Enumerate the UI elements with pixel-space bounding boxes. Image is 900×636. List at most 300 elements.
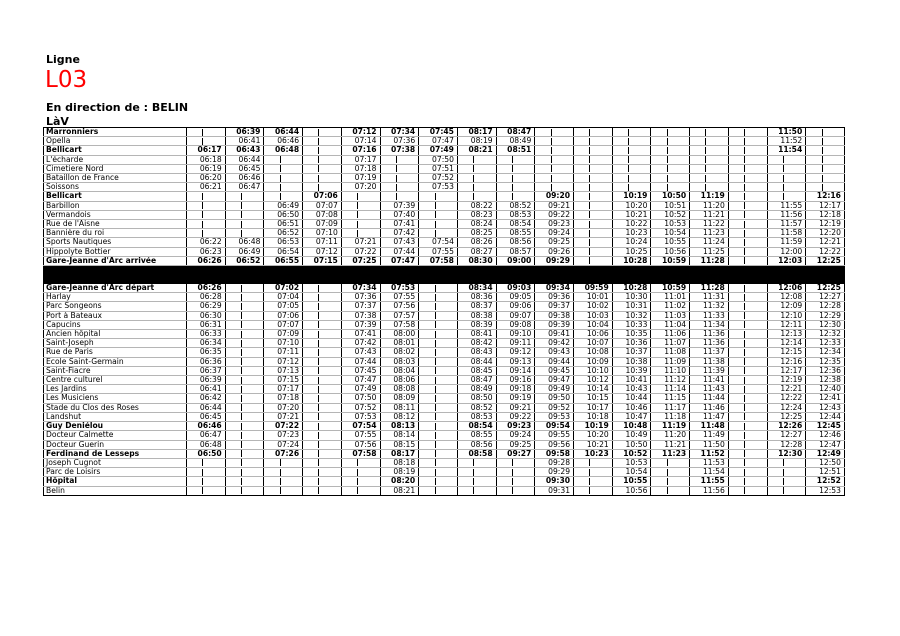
departure-time: 09:13: [496, 357, 535, 366]
departure-time: 11:08: [651, 348, 690, 357]
departure-time: 11:50: [690, 440, 729, 449]
departure-time: 07:55: [341, 431, 380, 440]
departure-time: 10:23: [612, 229, 651, 238]
no-stop-marker: [744, 367, 745, 374]
departure-time: [419, 440, 458, 449]
no-stop-marker: [435, 413, 436, 420]
departure-time: 12:27: [806, 293, 845, 302]
no-stop-marker: [744, 138, 745, 145]
no-stop-marker: [744, 450, 745, 457]
no-stop-marker: [705, 129, 706, 136]
departure-time: 07:20: [264, 403, 303, 412]
departure-time: [496, 468, 535, 477]
timetable-row: [44, 229, 845, 238]
timetable-row: [44, 238, 845, 247]
departure-time: 10:23: [574, 449, 613, 458]
departure-time: 09:36: [535, 293, 574, 302]
no-stop-marker: [241, 459, 242, 466]
timetable-row: [44, 137, 845, 146]
no-stop-marker: [318, 478, 319, 485]
departure-time: [806, 183, 845, 192]
no-stop-marker: [202, 193, 203, 200]
departure-time: 09:30: [535, 477, 574, 486]
no-stop-marker: [241, 478, 242, 485]
departure-time: 06:52: [264, 229, 303, 238]
no-stop-marker: [280, 487, 281, 494]
departure-time: [728, 357, 767, 366]
no-stop-marker: [241, 221, 242, 228]
departure-time: 12:15: [767, 348, 806, 357]
timetable-row: [44, 210, 845, 219]
departure-time: [303, 164, 342, 173]
no-stop-marker: [628, 165, 629, 172]
departure-time: 12:11: [767, 320, 806, 329]
departure-time: 11:21: [690, 210, 729, 219]
no-stop-marker: [241, 358, 242, 365]
no-stop-marker: [744, 349, 745, 356]
departure-time: 10:52: [612, 449, 651, 458]
departure-time: [303, 366, 342, 375]
no-stop-marker: [667, 156, 668, 163]
departure-time: 11:03: [651, 311, 690, 320]
no-stop-marker: [744, 303, 745, 310]
no-stop-marker: [589, 184, 590, 191]
departure-time: 09:53: [535, 412, 574, 421]
departure-time: 08:17: [457, 128, 496, 137]
departure-time: 10:50: [612, 440, 651, 449]
departure-time: [419, 468, 458, 477]
no-stop-marker: [822, 165, 823, 172]
no-stop-marker: [241, 441, 242, 448]
timetable-row: [44, 366, 845, 375]
departure-time: [728, 376, 767, 385]
no-stop-marker: [628, 184, 629, 191]
departure-time: 06:35: [187, 348, 226, 357]
no-stop-marker: [396, 193, 397, 200]
no-stop-marker: [705, 175, 706, 182]
departure-time: 06:17: [187, 146, 226, 155]
departure-time: [225, 403, 264, 412]
no-stop-marker: [744, 294, 745, 301]
departure-time: 07:24: [264, 440, 303, 449]
departure-time: 07:21: [264, 412, 303, 421]
departure-time: 07:12: [264, 357, 303, 366]
departure-time: [225, 486, 264, 495]
no-stop-marker: [318, 349, 319, 356]
departure-time: [574, 174, 613, 183]
departure-time: 07:44: [380, 247, 419, 256]
departure-time: 06:31: [187, 320, 226, 329]
departure-time: 08:15: [380, 440, 419, 449]
no-stop-marker: [357, 459, 358, 466]
no-stop-marker: [783, 193, 784, 200]
departure-time: [651, 164, 690, 173]
departure-time: [574, 486, 613, 495]
departure-time: 09:45: [535, 366, 574, 375]
stop-name: Sports Nautiques: [44, 238, 187, 247]
departure-time: 10:56: [651, 247, 690, 256]
departure-time: [728, 137, 767, 146]
departure-time: [690, 174, 729, 183]
departure-time: [341, 201, 380, 210]
no-stop-marker: [628, 175, 629, 182]
departure-time: [303, 449, 342, 458]
no-stop-marker: [705, 156, 706, 163]
departure-time: 09:23: [496, 422, 535, 431]
no-stop-marker: [318, 395, 319, 402]
departure-time: 08:08: [380, 385, 419, 394]
departure-time: 10:44: [612, 394, 651, 403]
no-stop-marker: [744, 432, 745, 439]
departure-time: 11:43: [690, 385, 729, 394]
departure-time: [496, 174, 535, 183]
departure-time: 07:42: [341, 339, 380, 348]
departure-time: 07:18: [264, 394, 303, 403]
departure-time: [457, 458, 496, 467]
departure-time: 10:01: [574, 293, 613, 302]
departure-time: 08:55: [496, 229, 535, 238]
departure-time: 11:19: [690, 192, 729, 201]
no-stop-marker: [589, 487, 590, 494]
stop-name: Bataillon de France: [44, 174, 187, 183]
departure-time: 09:21: [496, 403, 535, 412]
departure-time: 07:16: [341, 146, 380, 155]
departure-time: 10:21: [574, 440, 613, 449]
no-stop-marker: [628, 156, 629, 163]
no-stop-marker: [705, 165, 706, 172]
no-stop-marker: [667, 184, 668, 191]
departure-time: 10:53: [612, 458, 651, 467]
departure-time: [303, 385, 342, 394]
departure-time: [535, 155, 574, 164]
departure-time: [419, 376, 458, 385]
no-stop-marker: [357, 202, 358, 209]
no-stop-marker: [280, 156, 281, 163]
departure-time: 06:45: [225, 164, 264, 173]
departure-time: [806, 146, 845, 155]
departure-time: [225, 201, 264, 210]
stop-name: Hôpital: [44, 477, 187, 486]
departure-time: [380, 174, 419, 183]
no-stop-marker: [318, 165, 319, 172]
departure-time: 10:59: [651, 284, 690, 293]
departure-time: 12:28: [806, 302, 845, 311]
departure-time: 12:30: [806, 320, 845, 329]
no-stop-marker: [318, 312, 319, 319]
stop-name: Capucins: [44, 320, 187, 329]
departure-time: 07:52: [419, 174, 458, 183]
departure-time: 10:10: [574, 366, 613, 375]
departure-time: [419, 385, 458, 394]
no-stop-marker: [667, 469, 668, 476]
stop-name: Barbillon: [44, 201, 187, 210]
departure-time: 12:28: [767, 440, 806, 449]
timetable-row: [44, 256, 845, 265]
stop-name: Guy Deniélou: [44, 422, 187, 431]
no-stop-marker: [551, 165, 552, 172]
departure-time: [419, 403, 458, 412]
departure-time: 07:45: [341, 366, 380, 375]
no-stop-marker: [783, 478, 784, 485]
stop-name: Ecole Saint-Germain: [44, 357, 187, 366]
no-stop-marker: [822, 129, 823, 136]
departure-time: 07:54: [419, 238, 458, 247]
departure-time: [264, 486, 303, 495]
departure-time: 12:25: [806, 256, 845, 265]
no-stop-marker: [551, 147, 552, 154]
departure-time: [574, 192, 613, 201]
departure-time: 11:25: [690, 247, 729, 256]
departure-time: 08:02: [380, 348, 419, 357]
no-stop-marker: [280, 175, 281, 182]
departure-time: [419, 348, 458, 357]
departure-time: 11:09: [651, 357, 690, 366]
departure-time: 11:56: [690, 486, 729, 495]
departure-time: 11:53: [690, 458, 729, 467]
no-stop-marker: [589, 257, 590, 264]
no-stop-marker: [744, 478, 745, 485]
no-stop-marker: [318, 321, 319, 328]
departure-time: 07:11: [264, 348, 303, 357]
no-stop-marker: [357, 469, 358, 476]
departure-time: 07:55: [419, 247, 458, 256]
no-stop-marker: [744, 423, 745, 430]
ligne-label: Ligne: [46, 53, 80, 66]
no-stop-marker: [744, 193, 745, 200]
stop-name: Joseph Cugnot: [44, 458, 187, 467]
departure-time: [806, 137, 845, 146]
departure-time: 08:41: [457, 330, 496, 339]
departure-time: [264, 155, 303, 164]
departure-time: 06:42: [187, 394, 226, 403]
no-stop-marker: [435, 432, 436, 439]
departure-time: 08:58: [457, 449, 496, 458]
departure-time: 06:48: [225, 238, 264, 247]
departure-time: [728, 247, 767, 256]
timetable-row: [44, 183, 845, 192]
no-stop-marker: [435, 221, 436, 228]
departure-time: [612, 155, 651, 164]
departure-time: [419, 229, 458, 238]
departure-time: 09:03: [496, 284, 535, 293]
departure-time: [303, 320, 342, 329]
no-stop-marker: [822, 147, 823, 154]
departure-time: 12:16: [767, 357, 806, 366]
stop-name: Docteur Calmette: [44, 431, 187, 440]
departure-time: 06:28: [187, 293, 226, 302]
departure-time: 06:45: [187, 412, 226, 421]
departure-time: 07:39: [380, 201, 419, 210]
departure-time: 10:08: [574, 348, 613, 357]
departure-time: [303, 174, 342, 183]
departure-time: 10:25: [612, 247, 651, 256]
departure-time: 11:36: [690, 339, 729, 348]
departure-time: [380, 155, 419, 164]
no-stop-marker: [435, 423, 436, 430]
no-stop-marker: [241, 340, 242, 347]
departure-time: [612, 146, 651, 155]
departure-time: 07:50: [341, 394, 380, 403]
departure-time: [303, 339, 342, 348]
departure-time: [728, 164, 767, 173]
no-stop-marker: [744, 156, 745, 163]
no-stop-marker: [202, 202, 203, 209]
timetable-row: [44, 486, 845, 495]
departure-time: [690, 155, 729, 164]
departure-time: 08:45: [457, 366, 496, 375]
departure-time: 06:21: [187, 183, 226, 192]
no-stop-marker: [435, 367, 436, 374]
no-stop-marker: [241, 230, 242, 237]
timetable-row: [44, 477, 845, 486]
departure-time: 11:06: [651, 330, 690, 339]
departure-time: 10:32: [612, 311, 651, 320]
no-stop-marker: [744, 248, 745, 255]
no-stop-marker: [435, 395, 436, 402]
departure-time: 07:53: [380, 284, 419, 293]
departure-time: 08:49: [496, 137, 535, 146]
departure-time: 08:52: [496, 201, 535, 210]
departure-time: 11:24: [690, 238, 729, 247]
departure-time: 06:19: [187, 164, 226, 173]
departure-time: 11:54: [767, 146, 806, 155]
departure-time: 09:18: [496, 385, 535, 394]
departure-time: 09:20: [535, 192, 574, 201]
departure-time: 10:20: [574, 431, 613, 440]
no-stop-marker: [318, 459, 319, 466]
departure-time: 12:41: [806, 394, 845, 403]
no-stop-marker: [589, 211, 590, 218]
timetable-row: [44, 339, 845, 348]
no-stop-marker: [435, 211, 436, 218]
departure-time: [728, 403, 767, 412]
departure-time: 07:04: [264, 293, 303, 302]
departure-time: [303, 477, 342, 486]
departure-time: 12:18: [806, 210, 845, 219]
no-stop-marker: [512, 175, 513, 182]
no-stop-marker: [589, 147, 590, 154]
departure-time: [728, 348, 767, 357]
departure-time: [574, 146, 613, 155]
departure-time: 09:59: [574, 284, 613, 293]
departure-time: 10:41: [612, 376, 651, 385]
departure-time: [651, 477, 690, 486]
no-stop-marker: [667, 138, 668, 145]
departure-time: 10:56: [612, 486, 651, 495]
no-stop-marker: [551, 138, 552, 145]
stop-name: Gare-Jeanne d'Arc départ: [44, 284, 187, 293]
departure-time: 08:53: [457, 412, 496, 421]
departure-time: 09:58: [535, 449, 574, 458]
departure-time: 10:47: [612, 412, 651, 421]
departure-time: [496, 486, 535, 495]
departure-time: [225, 330, 264, 339]
timetable-row: [44, 128, 845, 137]
departure-time: [341, 477, 380, 486]
departure-time: 10:54: [612, 468, 651, 477]
departure-time: [457, 155, 496, 164]
departure-time: 10:50: [651, 192, 690, 201]
departure-time: [419, 449, 458, 458]
timetable-row: [44, 449, 845, 458]
no-stop-marker: [241, 303, 242, 310]
departure-time: 12:06: [767, 284, 806, 293]
departure-time: 10:48: [612, 422, 651, 431]
no-stop-marker: [280, 193, 281, 200]
departure-time: 12:29: [806, 311, 845, 320]
departure-time: 09:56: [535, 440, 574, 449]
line-code: L03: [45, 67, 88, 93]
departure-time: [728, 394, 767, 403]
departure-time: [806, 155, 845, 164]
stop-name: Saint-Fiacre: [44, 366, 187, 375]
departure-time: [303, 458, 342, 467]
no-stop-marker: [589, 478, 590, 485]
departure-time: [225, 339, 264, 348]
departure-time: [225, 192, 264, 201]
no-stop-marker: [202, 211, 203, 218]
departure-time: 06:43: [225, 146, 264, 155]
departure-time: 06:52: [225, 256, 264, 265]
departure-time: [457, 468, 496, 477]
departure-time: 12:13: [767, 330, 806, 339]
departure-time: 07:50: [419, 155, 458, 164]
no-stop-marker: [357, 478, 358, 485]
departure-time: 09:08: [496, 320, 535, 329]
no-stop-marker: [435, 321, 436, 328]
departure-time: 08:36: [457, 293, 496, 302]
departure-time: 07:34: [380, 128, 419, 137]
departure-time: 06:18: [187, 155, 226, 164]
no-stop-marker: [744, 285, 745, 292]
departure-time: [728, 155, 767, 164]
no-stop-marker: [202, 469, 203, 476]
departure-time: [651, 155, 690, 164]
departure-time: 06:30: [187, 311, 226, 320]
departure-time: 07:47: [341, 376, 380, 385]
departure-time: 12:17: [806, 201, 845, 210]
departure-time: 11:23: [690, 229, 729, 238]
departure-time: [341, 220, 380, 229]
departure-time: 07:10: [303, 229, 342, 238]
departure-time: [187, 192, 226, 201]
departure-time: [535, 146, 574, 155]
timetable-row: [44, 440, 845, 449]
departure-time: [728, 458, 767, 467]
no-stop-marker: [589, 129, 590, 136]
no-stop-marker: [318, 469, 319, 476]
departure-time: 11:31: [690, 293, 729, 302]
departure-time: 06:47: [187, 431, 226, 440]
departure-time: 07:22: [341, 247, 380, 256]
departure-time: [225, 412, 264, 421]
departure-time: 07:58: [380, 320, 419, 329]
departure-time: [574, 468, 613, 477]
no-stop-marker: [744, 404, 745, 411]
departure-time: 07:38: [380, 146, 419, 155]
departure-time: 06:50: [264, 210, 303, 219]
departure-time: [728, 422, 767, 431]
departure-time: [496, 183, 535, 192]
departure-time: [303, 137, 342, 146]
departure-time: [767, 468, 806, 477]
departure-time: 12:21: [767, 385, 806, 394]
departure-time: 12:14: [767, 339, 806, 348]
departure-time: [264, 183, 303, 192]
no-stop-marker: [667, 478, 668, 485]
no-stop-marker: [473, 156, 474, 163]
departure-time: [612, 128, 651, 137]
